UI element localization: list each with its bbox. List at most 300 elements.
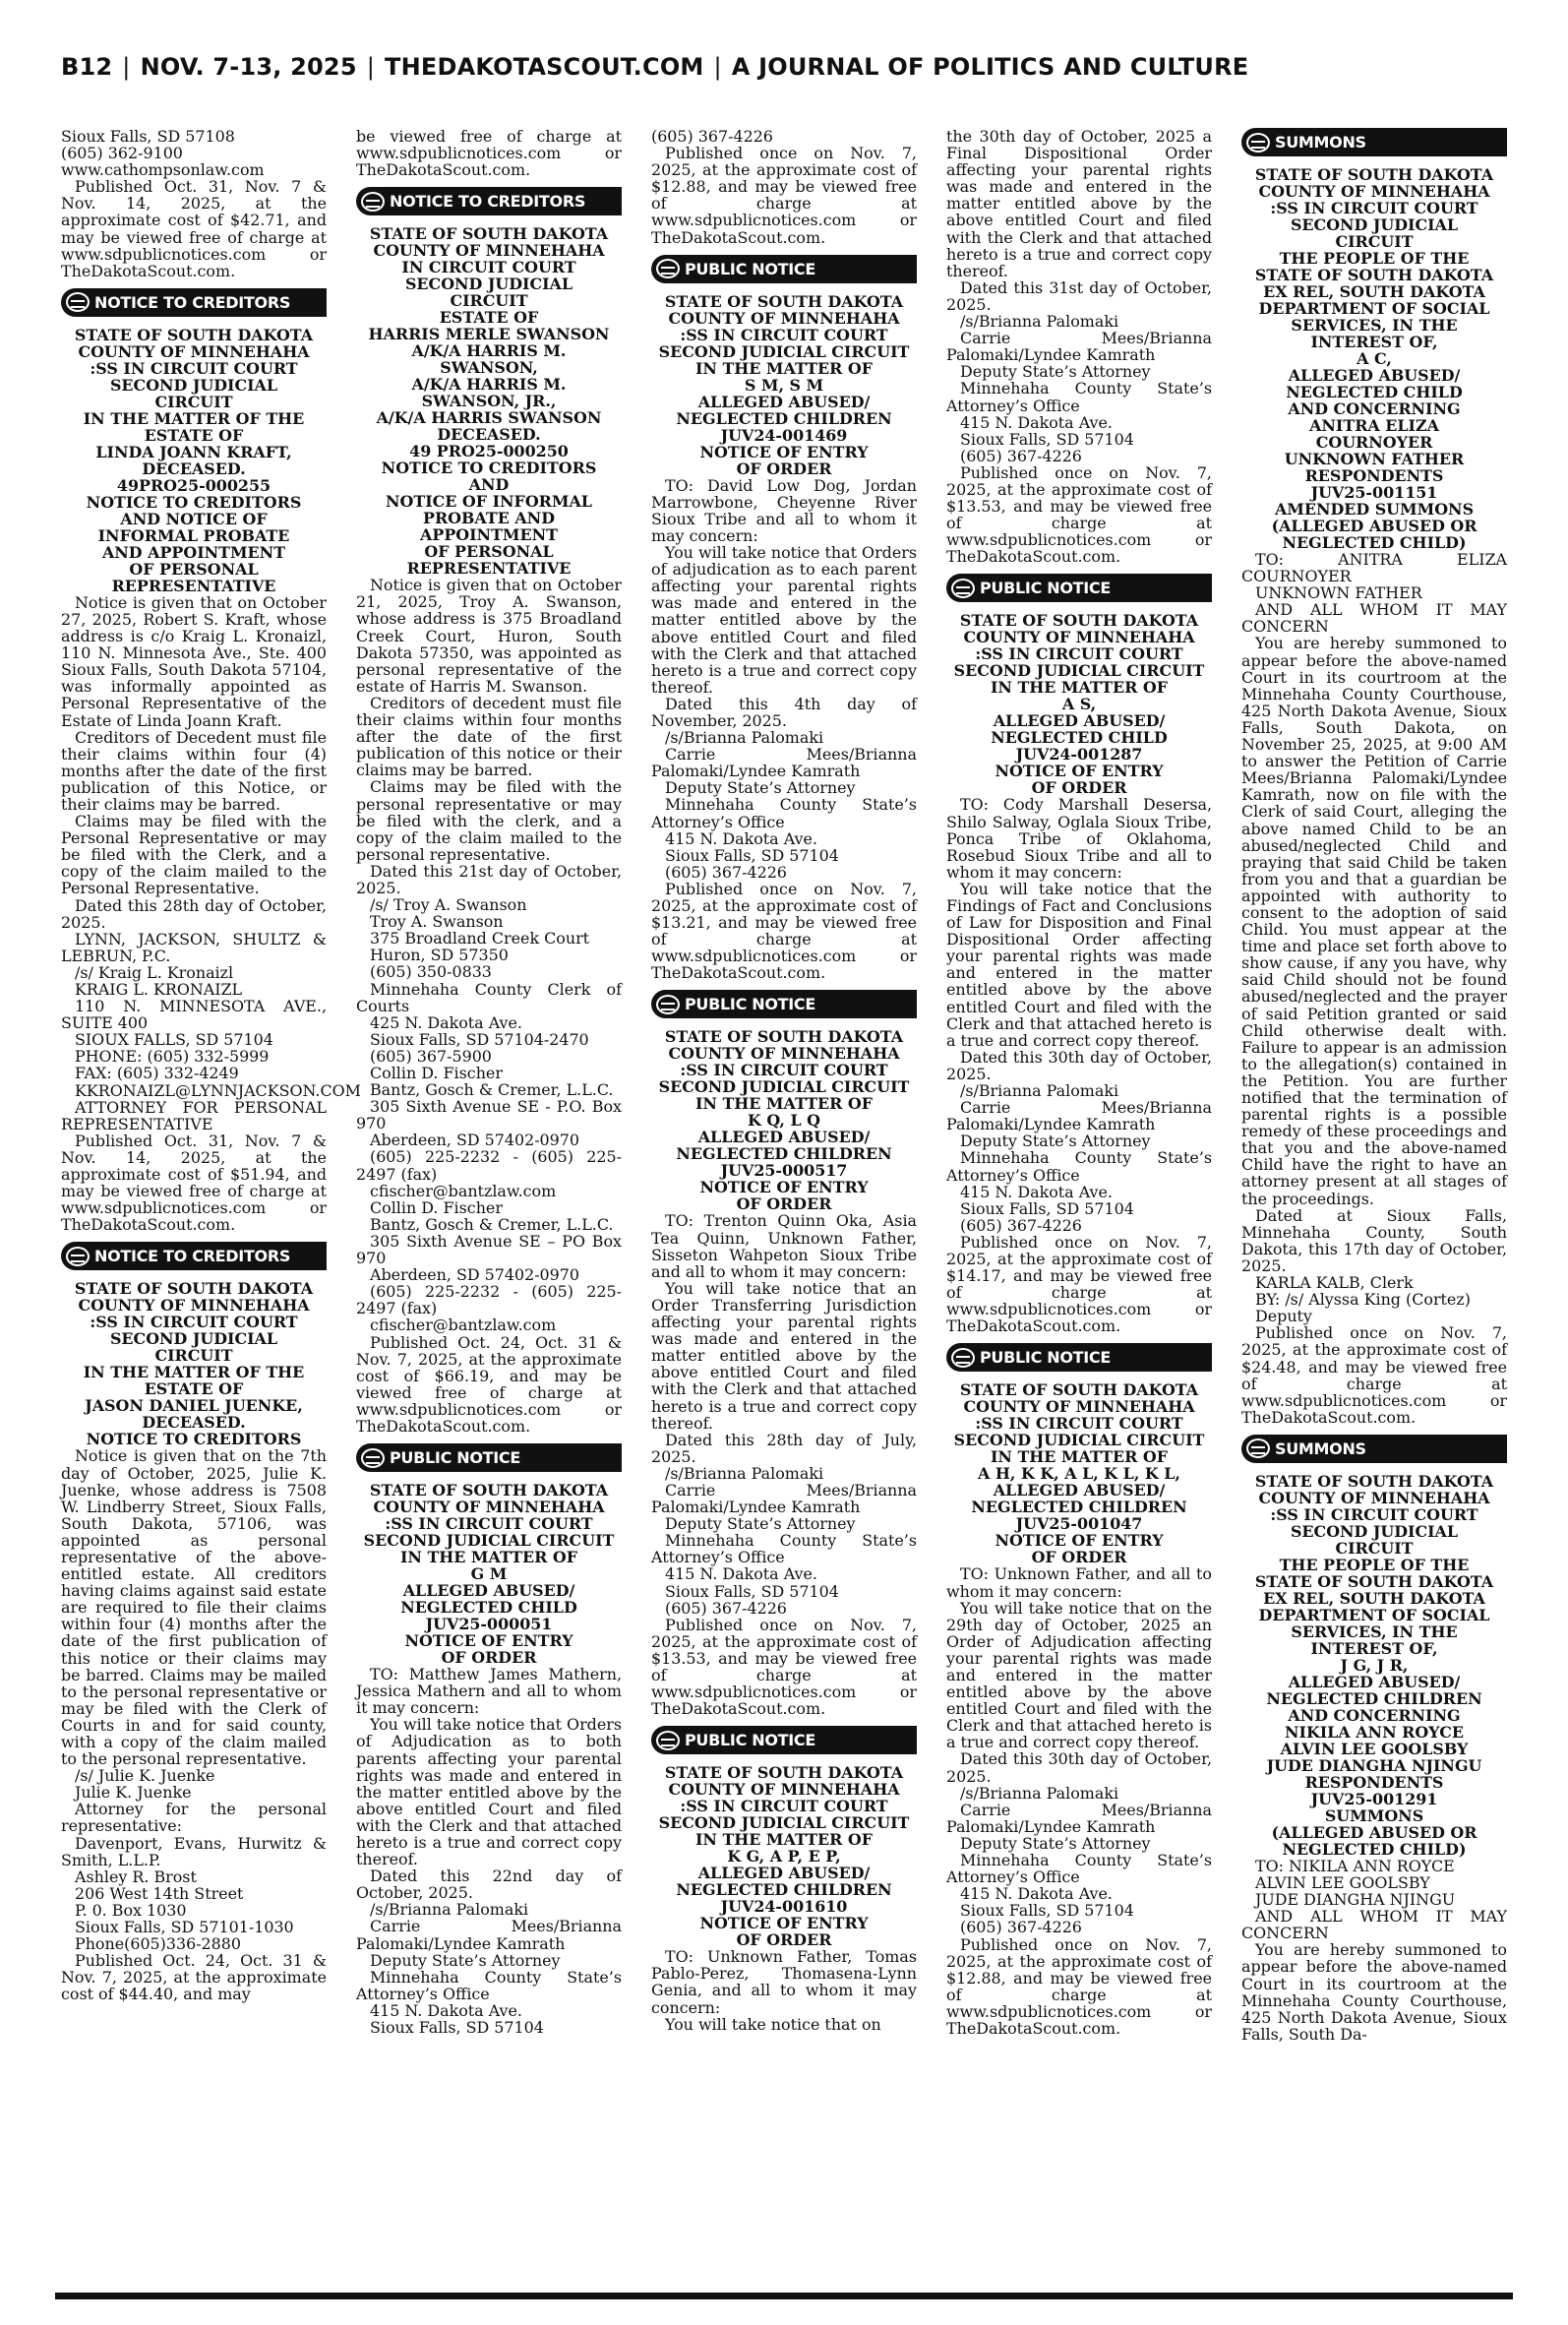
notice-paragraph: Minnehaha County State’s Attorney’s Office bbox=[651, 1531, 917, 1567]
notice-paragraph: Published once on Nov. 7, 2025, at the approximate cost of $13.53, and may be viewed free of charge at www.sdpublicnotices.com or TheDakotaScout.com. bbox=[651, 1615, 917, 1719]
section-banner bbox=[1241, 128, 1507, 156]
banner-label: PUBLIC NOTICE bbox=[980, 579, 1112, 598]
notice-paragraph: Carrie Mees/Brianna Palomaki/Lyndee Kamrath bbox=[946, 1098, 1212, 1134]
notice-paragraph: Deputy State’s Attorney bbox=[960, 362, 1151, 382]
notice-heading: NEGLECTED CHILD) bbox=[1282, 1839, 1467, 1859]
notice-heading: NEGLECTED CHILD bbox=[991, 728, 1168, 748]
notice-heading: SERVICES, IN THE bbox=[1291, 316, 1458, 335]
notice-heading: CIRCUIT bbox=[154, 1346, 233, 1366]
notice-paragraph: /s/Brianna Palomaki bbox=[665, 1463, 824, 1483]
notice-heading: SECOND JUDICIAL bbox=[1290, 215, 1459, 234]
scout-logo-icon bbox=[356, 187, 390, 215]
notice-heading: A C, bbox=[1357, 349, 1392, 368]
notice-heading: ALLEGED ABUSED/ bbox=[697, 1128, 871, 1147]
continued-text: be viewed free of charge at www.sdpublicnotices.com or TheDakotaScout.com. bbox=[356, 127, 622, 180]
notice-heading: STATE OF SOUTH DAKOTA bbox=[74, 1279, 314, 1299]
notice-paragraph: KRAIG L. KRONAIZL bbox=[75, 980, 243, 999]
page-header bbox=[61, 47, 1248, 87]
notice-paragraph: You will take notice that Orders of Adjudication as to both parents affecting your parental rights was made and entered in the matter entitled above by the above entitled Court and filed with the Clerk and that attached hereto is a true and correct copy thereof. bbox=[356, 1715, 622, 1869]
notice-columns bbox=[61, 128, 1507, 2289]
scout-logo-icon bbox=[651, 990, 685, 1018]
notice-heading: NOTICE TO CREDITORS bbox=[381, 459, 597, 478]
notice-paragraph: Minnehaha County State’s Attorney’s Office bbox=[651, 795, 917, 831]
notice-heading: REPRESENTATIVE bbox=[111, 576, 276, 595]
notice-heading: STATE OF SOUTH DAKOTA bbox=[664, 1027, 904, 1047]
notice-paragraph: 110 N. MINNESOTA AVE., SUITE 400 bbox=[61, 997, 327, 1033]
notice-heading: NOTICE OF ENTRY bbox=[699, 1914, 869, 1933]
notice-heading: ALVIN LEE GOOLSBY bbox=[1280, 1739, 1469, 1758]
notice-paragraph: KKRONAIZL@LYNNJACKSON.COM bbox=[75, 1080, 361, 1100]
notice-paragraph: Dated this 22nd day of October, 2025. bbox=[356, 1866, 622, 1903]
notice-heading: PROBATE AND bbox=[423, 509, 555, 528]
notice-heading: JUV25-001291 bbox=[1310, 1789, 1438, 1808]
notice-paragraph: PHONE: (605) 332-5999 bbox=[75, 1047, 270, 1067]
notice-heading: IN CIRCUIT COURT bbox=[401, 258, 576, 277]
notice-paragraph: Carrie Mees/Brianna Palomaki/Lyndee Kamrath bbox=[946, 1800, 1212, 1836]
continued-text: (605) 367-4226 bbox=[651, 127, 773, 146]
notice-heading: HARRIS MERLE SWANSON bbox=[368, 325, 610, 344]
notice-heading: CIRCUIT bbox=[154, 392, 233, 411]
notice-heading: A/K/A HARRIS M. bbox=[411, 341, 567, 361]
banner-label: PUBLIC NOTICE bbox=[685, 995, 816, 1014]
notice-heading: A/K/A HARRIS SWANSON bbox=[376, 408, 602, 428]
notice-paragraph: JUDE DIANGHA NJINGU bbox=[1255, 1890, 1456, 1910]
notice-heading: JUV24-001287 bbox=[1015, 745, 1143, 765]
notice-heading: DECEASED. bbox=[142, 1413, 246, 1433]
notice-paragraph: /s/ Troy A. Swanson bbox=[370, 895, 527, 915]
banner-label: SUMMONS bbox=[1275, 1438, 1366, 1458]
notice-paragraph: Sioux Falls, SD 57101-1030 bbox=[75, 1918, 294, 1937]
notice-paragraph: TO: Unknown Father, Tomas Pablo-Perez, Thomasena-Lynn Genia, and all to whom it may concern: bbox=[651, 1947, 917, 2017]
notice-heading: JUV24-001610 bbox=[720, 1897, 848, 1917]
banner-label: NOTICE TO CREDITORS bbox=[390, 192, 586, 212]
notice-paragraph: Collin D. Fischer bbox=[370, 1064, 503, 1082]
notice-heading: COUNTY OF MINNEHAHA bbox=[373, 1498, 605, 1517]
notice-paragraph: Dated this 31st day of October, 2025. bbox=[946, 277, 1212, 314]
continued-text: www.cathompsonlaw.com bbox=[61, 160, 265, 180]
notice-paragraph: cfischer@bantzlaw.com bbox=[370, 1181, 557, 1200]
notice-heading: JUV24-001469 bbox=[720, 425, 848, 445]
notice-paragraph: Claims may be filed with the Personal Representative or may be filed with the Clerk, and a copy of the claim mailed to the Personal Representative. bbox=[61, 812, 327, 898]
notice-heading: :SS IN CIRCUIT COURT bbox=[385, 1514, 593, 1534]
notice-paragraph: Davenport, Evans, Hurwitz & Smith, L.L.P. bbox=[61, 1833, 327, 1869]
scout-logo-icon bbox=[61, 1242, 94, 1270]
notice-heading: JUV25-001151 bbox=[1310, 483, 1438, 502]
notice-heading: AND CONCERNING bbox=[1288, 1705, 1461, 1725]
notice-heading: EX REL, SOUTH DAKOTA bbox=[1263, 1588, 1485, 1608]
site-name: THEDAKOTASCOUT.COM bbox=[385, 53, 704, 81]
notice-heading: DECEASED. bbox=[437, 425, 541, 445]
notice-heading: NOTICE OF ENTRY bbox=[699, 1178, 869, 1197]
notice-heading: OF ORDER bbox=[736, 459, 832, 478]
notice-paragraph: Dated at Sioux Falls, Minnehaha County, South Dakota, this 17th day of October, 2025. bbox=[1241, 1205, 1507, 1275]
notice-heading: ALLEGED ABUSED/ bbox=[1288, 366, 1461, 385]
notice-paragraph: KARLA KALB, Clerk bbox=[1255, 1273, 1414, 1293]
notice-heading: STATE OF SOUTH DAKOTA bbox=[74, 325, 314, 344]
notice-heading: NOTICE OF ENTRY bbox=[995, 1531, 1164, 1551]
notice-heading: JUV25-000517 bbox=[720, 1161, 848, 1181]
notice-heading: (ALLEGED ABUSED OR bbox=[1271, 1822, 1478, 1842]
notice-paragraph: Notice is given that on October 27, 2025, Robert S. Kraft, whose address is c/o Kraig L. Kronaizl, 110 N. Minnesota Ave., Ste. 400 Sioux Falls, South Dakota 57104, was informally appointed as Personal Representative of the Estate of Linda Joann Kraft. bbox=[61, 592, 327, 730]
notice-paragraph: You are hereby summoned to appear before the above-named Court in its courtroom at the Minnehaha County Courthouse, 425 North Dakota Avenue, Sioux Falls, South Da- bbox=[1241, 1940, 1507, 2044]
notice-heading: STATE OF SOUTH DAKOTA bbox=[1254, 1471, 1494, 1491]
notice-paragraph: 305 Sixth Avenue SE – PO Box 970 bbox=[356, 1231, 622, 1268]
notice-paragraph: 415 N. Dakota Ave. bbox=[960, 412, 1113, 432]
notice-paragraph: 425 N. Dakota Ave. bbox=[370, 1012, 522, 1032]
notice-paragraph: TO: Unknown Father, and all to whom it may concern: bbox=[946, 1564, 1212, 1601]
scout-logo-icon bbox=[356, 1443, 390, 1472]
section-banner bbox=[946, 1343, 1212, 1372]
notice-paragraph: You are hereby summoned to appear before the above-named Court in its courtroom at the Minnehaha County Courthouse, 425 North Dakota Avenue, Sioux Falls, South Dakota, on November 25, 2025, at 9:00 AM to answer the Petition of Carrie Mees/Brianna Palomaki/Lyndee Kamrath, now on file with the Clerk of said Court, alleging the above named Child to be an abused/neglected Child and praying that said Child be taken from you and that a guardian be appointed with authority to consent to the adoption of said Child. You must appear at the time and place set forth above to show cause, if any you have, why said Child should not be found abused/neglected and the prayer of said Petition granted or said Child otherwise dealt with. Failure to appear is an admission to the allegation(s) contained in the Petition. You are further notified that the termination of parental rights is a possible remedy of these proceedings and that you and the above-named Child have the right to have an attorney present at all stages of the proceedings. bbox=[1241, 634, 1507, 1208]
notice-paragraph: Published Oct. 31, Nov. 7 & Nov. 14, 2025, at the approximate cost of $42.71, and may be viewed free of charge at www.sdpublicnotices.com or TheDakotaScout.com. bbox=[61, 177, 327, 280]
notice-heading: 49 PRO25-000250 bbox=[409, 442, 569, 461]
notice-heading: K Q, L Q bbox=[747, 1111, 820, 1131]
notice-paragraph: Published once on Nov. 7, 2025, at the approximate cost of $13.21, and may be viewed free of charge at www.sdpublicnotices.com or TheDakotaScout.com. bbox=[651, 879, 917, 983]
column-3 bbox=[651, 128, 917, 2289]
footer-rule bbox=[55, 2293, 1513, 2299]
banner-label: PUBLIC NOTICE bbox=[390, 1448, 521, 1468]
notice-heading: :SS IN CIRCUIT COURT bbox=[90, 358, 298, 378]
notice-paragraph: AND ALL WHOM IT MAY CONCERN bbox=[1241, 600, 1507, 637]
notice-heading: SECOND JUDICIAL CIRCUIT bbox=[658, 1077, 910, 1097]
notice-paragraph: cfischer@bantzlaw.com bbox=[370, 1315, 557, 1335]
notice-heading: SECOND JUDICIAL CIRCUIT bbox=[953, 1431, 1205, 1450]
notice-paragraph: Carrie Mees/Brianna Palomaki/Lyndee Kamrath bbox=[651, 1480, 917, 1517]
notice-paragraph: Dated this 30th day of October, 2025. bbox=[946, 1047, 1212, 1083]
notice-paragraph: 415 N. Dakota Ave. bbox=[370, 2000, 522, 2020]
notice-paragraph: (605) 367-4226 bbox=[960, 446, 1082, 465]
notice-heading: ALLEGED ABUSED/ bbox=[697, 392, 871, 411]
notice-paragraph: /s/ Julie K. Juenke bbox=[75, 1766, 215, 1786]
notice-heading: ALLEGED ABUSED/ bbox=[993, 1481, 1166, 1500]
notice-paragraph: TO: David Low Dog, Jordan Marrowbone, Cheyenne River Sioux Tribe and all to whom it may concern: bbox=[651, 475, 917, 545]
notice-heading: STATE OF SOUTH DAKOTA bbox=[664, 1763, 904, 1783]
notice-heading: SWANSON, bbox=[440, 358, 538, 378]
notice-paragraph: Published once on Nov. 7, 2025, at the approximate cost of $14.17, and may be viewed free of charge at www.sdpublicnotices.com or TheDakotaScout.com. bbox=[946, 1232, 1212, 1336]
notice-heading: STATE OF SOUTH DAKOTA bbox=[369, 224, 609, 244]
notice-heading: IN THE MATTER OF bbox=[694, 1094, 874, 1114]
notice-heading: OF ORDER bbox=[1031, 778, 1127, 798]
section-banner bbox=[651, 1726, 917, 1754]
notice-paragraph: ALVIN LEE GOOLSBY bbox=[1255, 1872, 1430, 1892]
notice-heading: EX REL, SOUTH DAKOTA bbox=[1263, 282, 1485, 301]
notice-heading: IN THE MATTER OF THE bbox=[83, 408, 305, 428]
notice-heading: NOTICE OF ENTRY bbox=[995, 762, 1164, 781]
notice-heading: A H, K K, A L, K L, K L, bbox=[978, 1464, 1180, 1484]
column-1 bbox=[61, 127, 361, 2289]
notice-paragraph: P. 0. Box 1030 bbox=[75, 1900, 187, 1920]
banner-label: NOTICE TO CREDITORS bbox=[94, 1247, 291, 1266]
notice-heading: DEPARTMENT OF SOCIAL bbox=[1258, 299, 1490, 318]
notice-paragraph: /s/Brianna Palomaki bbox=[960, 1783, 1119, 1803]
notice-paragraph: UNKNOWN FATHER bbox=[1255, 583, 1422, 603]
notice-heading: G M bbox=[470, 1564, 508, 1584]
notice-heading: JUV25-000051 bbox=[425, 1615, 553, 1634]
notice-paragraph: Deputy bbox=[1255, 1307, 1312, 1326]
notice-heading: :SS IN CIRCUIT COURT bbox=[975, 1414, 1183, 1434]
notice-paragraph: Creditors of decedent must file their claims within four months after the date of the first publication of this notice or their claims may be barred. bbox=[356, 693, 622, 780]
notice-paragraph: Dated this 28th day of October, 2025. bbox=[61, 895, 327, 932]
notice-paragraph: You will take notice that an Order Transferring Jurisdiction affecting your parental rights was made and entered in the matter entitled above by the above entitled Court and filed with the Clerk and that attached hereto is a true and correct copy thereof. bbox=[651, 1278, 917, 1433]
notice-heading: COUNTY OF MINNEHAHA bbox=[963, 1397, 1195, 1417]
notice-paragraph: You will take notice that on bbox=[665, 2014, 881, 2034]
section-banner bbox=[356, 1443, 622, 1472]
notice-paragraph: Deputy State’s Attorney bbox=[665, 1514, 856, 1534]
notice-heading: ANITRA ELIZA bbox=[1309, 416, 1439, 435]
notice-heading: A S, bbox=[1061, 695, 1097, 714]
page-number: B12 bbox=[61, 53, 113, 81]
notice-paragraph: ATTORNEY FOR PERSONAL REPRESENTATIVE bbox=[61, 1097, 327, 1133]
notice-paragraph: Notice is given that on the 7th day of October, 2025, Julie K. Juenke, whose address is 7508 W. Lindberry Street, Sioux Falls, South Dakota, 57106, was appointed as personal representative of the above-entitled estate. All creditors having claims against said estate are required to file their claims within four (4) months after the date of the first publication of this notice or their claims may be barred. Claims may be mailed to the personal representative or may be filed with the Clerk of Courts in and for said county, with a copy of the claim mailed to the personal representative. bbox=[61, 1446, 327, 1769]
scout-logo-icon bbox=[61, 288, 94, 317]
notice-heading: IN THE MATTER OF bbox=[694, 358, 874, 378]
notice-paragraph: /s/Brianna Palomaki bbox=[665, 728, 824, 748]
notice-heading: OF ORDER bbox=[736, 1930, 832, 1950]
notice-paragraph: /s/Brianna Palomaki bbox=[960, 1081, 1119, 1101]
notice-heading: UNKNOWN FATHER bbox=[1284, 450, 1465, 468]
notice-heading: NEGLECTED CHILD bbox=[400, 1598, 577, 1618]
notice-heading: COUNTY OF MINNEHAHA bbox=[668, 308, 900, 328]
notice-heading: CIRCUIT bbox=[1335, 232, 1414, 251]
notice-paragraph: Carrie Mees/Brianna Palomaki/Lyndee Kamrath bbox=[651, 745, 917, 781]
notice-heading: NEGLECTED CHILD bbox=[1286, 383, 1463, 401]
notice-heading: 49PRO25-000255 bbox=[116, 475, 271, 495]
notice-paragraph: (605) 350-0833 bbox=[370, 962, 492, 982]
notice-heading: :SS IN CIRCUIT COURT bbox=[680, 325, 888, 344]
notice-heading: OF ORDER bbox=[441, 1648, 537, 1668]
section-banner bbox=[61, 288, 327, 317]
notice-paragraph: Dated this 30th day of October, 2025. bbox=[946, 1749, 1212, 1786]
scout-logo-icon bbox=[1241, 128, 1275, 156]
notice-paragraph: Attorney for the personal representative: bbox=[61, 1800, 327, 1836]
notice-heading: AND NOTICE OF bbox=[120, 509, 268, 528]
notice-paragraph: You will take notice that Orders of adjudication as to each parent affecting your parental rights was made and entered in the matter entitled above by the above entitled Court and filed with the Clerk and that attached hereto is a true and correct copy thereof. bbox=[651, 543, 917, 697]
notice-paragraph: Julie K. Juenke bbox=[75, 1783, 192, 1803]
notice-heading: SWANSON, JR., bbox=[421, 392, 557, 411]
notice-paragraph: Creditors of Decedent must file their claims within four (4) months after the date of the first publication of this Notice, or their claims may be barred. bbox=[61, 727, 327, 814]
notice-paragraph: Aberdeen, SD 57402-0970 bbox=[370, 1265, 580, 1285]
notice-paragraph: Minnehaha County State’s Attorney’s Office bbox=[356, 1967, 622, 2003]
notice-heading: J G, J R, bbox=[1340, 1655, 1409, 1675]
notice-heading: SECOND JUDICIAL CIRCUIT bbox=[363, 1531, 615, 1551]
notice-heading: NOTICE TO CREDITORS bbox=[86, 1430, 302, 1449]
notice-heading: IN THE MATTER OF bbox=[694, 1830, 874, 1850]
header-separator: | bbox=[366, 53, 376, 81]
notice-heading: DECEASED. bbox=[142, 459, 246, 478]
banner-label: PUBLIC NOTICE bbox=[980, 1348, 1112, 1368]
notice-heading: COUNTY OF MINNEHAHA bbox=[1258, 1488, 1490, 1507]
section-banner bbox=[1241, 1435, 1507, 1463]
continued-text: (605) 362-9100 bbox=[61, 144, 183, 163]
notice-heading: COUNTY OF MINNEHAHA bbox=[668, 1044, 900, 1064]
notice-paragraph: Sioux Falls, SD 57104-2470 bbox=[370, 1029, 589, 1049]
notice-paragraph: Sioux Falls, SD 57104 bbox=[665, 845, 839, 865]
scout-logo-icon bbox=[651, 255, 685, 283]
notice-paragraph: (605) 225-2232 - (605) 225-2497 (fax) bbox=[356, 1147, 622, 1184]
notice-heading: ALLEGED ABUSED/ bbox=[402, 1581, 575, 1601]
notice-heading: COUNTY OF MINNEHAHA bbox=[963, 628, 1195, 647]
notice-paragraph: LYNN, JACKSON, SHULTZ & LEBRUN, P.C. bbox=[61, 929, 327, 965]
issue-date: NOV. 7-13, 2025 bbox=[140, 53, 357, 81]
notice-heading: JASON DANIEL JUENKE, bbox=[85, 1396, 303, 1416]
header-separator: | bbox=[122, 53, 131, 81]
section-banner bbox=[946, 574, 1212, 602]
notice-paragraph: Minnehaha County State’s Attorney’s Office bbox=[946, 1148, 1212, 1185]
notice-paragraph: Huron, SD 57350 bbox=[370, 946, 509, 965]
notice-heading: NOTICE OF ENTRY bbox=[404, 1631, 573, 1651]
notice-heading: OF PERSONAL bbox=[129, 559, 259, 579]
notice-heading: :SS IN CIRCUIT COURT bbox=[680, 1061, 888, 1080]
tagline: A JOURNAL OF POLITICS AND CULTURE bbox=[731, 53, 1249, 81]
notice-heading: NEGLECTED CHILDREN bbox=[1266, 1688, 1482, 1708]
notice-paragraph: 415 N. Dakota Ave. bbox=[665, 828, 817, 848]
notice-paragraph: Deputy State’s Attorney bbox=[960, 1833, 1151, 1853]
notice-heading: JUDE DIANGHA NJINGU bbox=[1266, 1755, 1482, 1775]
notice-heading: A/K/A HARRIS M. bbox=[411, 375, 567, 395]
notice-heading: OF ORDER bbox=[1031, 1548, 1127, 1567]
notice-heading: COUNTY OF MINNEHAHA bbox=[668, 1780, 900, 1800]
notice-heading: SERVICES, IN THE bbox=[1291, 1621, 1458, 1641]
notice-heading: SECOND JUDICIAL bbox=[1290, 1521, 1459, 1541]
notice-heading: NEGLECTED CHILDREN bbox=[676, 1880, 892, 1900]
notice-heading: :SS IN CIRCUIT COURT bbox=[90, 1313, 298, 1332]
notice-heading: NOTICE OF ENTRY bbox=[699, 442, 869, 461]
notice-paragraph: Carrie Mees/Brianna Palomaki/Lyndee Kamrath bbox=[356, 1917, 622, 1953]
notice-heading: SECOND JUDICIAL CIRCUIT bbox=[953, 661, 1205, 681]
notice-heading: COUNTY OF MINNEHAHA bbox=[373, 241, 605, 261]
scout-logo-icon bbox=[651, 1726, 685, 1754]
notice-heading: SECOND JUDICIAL CIRCUIT bbox=[658, 1813, 910, 1833]
banner-label: SUMMONS bbox=[1275, 132, 1366, 152]
notice-paragraph: Published Oct. 31, Nov. 7 & Nov. 14, 2025, at the approximate cost of $51.94, and may be viewed free of charge at www.sdpublicnotices.com or TheDakotaScout.com. bbox=[61, 1131, 327, 1235]
notice-paragraph: Sioux Falls, SD 57104 bbox=[960, 1198, 1134, 1218]
notice-heading: AND bbox=[468, 475, 510, 495]
notice-heading: OF PERSONAL bbox=[424, 542, 554, 562]
notice-paragraph: You will take notice that the Findings of Fact and Conclusions of Law for Disposition and Final Dispositional Order affecting your parental rights was made and entered in the matter entitled above by the above entitled Court and filed with the Clerk and that attached hereto is a true and correct copy thereof. bbox=[946, 879, 1212, 1050]
continued-text: the 30th day of October, 2025 a Final Dispositional Order affecting your parental rights was made and entered in the matter entitled above by the above entitled Court and filed with the Clerk and that attached hereto is a true and correct copy thereof. bbox=[946, 127, 1212, 280]
notice-heading: RESPONDENTS bbox=[1304, 466, 1444, 485]
notice-heading: NOTICE TO CREDITORS bbox=[86, 492, 302, 512]
notice-paragraph: Published Oct. 24, Oct. 31 & Nov. 7, 2025, at the approximate cost of $66.19, and may be viewed free of charge at www.sdpublicnotices.com or TheDakotaScout.com. bbox=[356, 1332, 622, 1436]
notice-heading: IN THE MATTER OF bbox=[990, 1447, 1169, 1467]
notice-heading: STATE OF SOUTH DAKOTA bbox=[959, 1380, 1199, 1400]
notice-heading: NOTICE OF INFORMAL bbox=[386, 492, 592, 512]
notice-paragraph: 375 Broadland Creek Court bbox=[370, 929, 590, 948]
section-banner bbox=[61, 1242, 327, 1270]
notice-paragraph: Bantz, Gosch & Cremer, L.L.C. bbox=[370, 1080, 614, 1100]
notice-heading: SECOND JUDICIAL bbox=[109, 375, 278, 395]
notice-paragraph: Troy A. Swanson bbox=[370, 912, 504, 932]
notice-heading: ESTATE OF bbox=[439, 308, 539, 328]
notice-paragraph: Minnehaha County Clerk of Courts bbox=[356, 979, 622, 1015]
notice-paragraph: (605) 367-4226 bbox=[960, 1918, 1082, 1937]
notice-paragraph: Dated this 21st day of October, 2025. bbox=[356, 861, 622, 897]
notice-heading: S M, S M bbox=[744, 375, 824, 395]
notice-paragraph: Dated this 28th day of July, 2025. bbox=[651, 1430, 917, 1466]
notice-paragraph: Published Oct. 24, Oct. 31 & Nov. 7, 2025, at the approximate cost of $44.40, and may bbox=[61, 1951, 327, 2004]
notice-heading: COUNTY OF MINNEHAHA bbox=[78, 341, 310, 361]
notice-heading: NEGLECTED CHILD) bbox=[1282, 533, 1467, 552]
notice-paragraph: Published once on Nov. 7, 2025, at the approximate cost of $12.88, and may be viewed free of charge at www.sdpublicnotices.com or TheDakotaScout.com. bbox=[651, 144, 917, 247]
notice-paragraph: Aberdeen, SD 57402-0970 bbox=[370, 1131, 580, 1150]
notice-paragraph: Notice is given that on October 21, 2025, Troy A. Swanson, whose address is 375 Broadland Creek Court, Huron, South Dakota 57350, was appointed as personal representative of the estate of Harris M. Swanson. bbox=[356, 576, 622, 696]
notice-heading: INTEREST OF, bbox=[1310, 1638, 1438, 1658]
notice-paragraph: Deputy State’s Attorney bbox=[665, 778, 856, 798]
notice-paragraph: Published once on Nov. 7, 2025, at the approximate cost of $13.53, and may be viewed free of charge at www.sdpublicnotices.com or TheDakotaScout.com. bbox=[946, 462, 1212, 567]
notice-paragraph: Sioux Falls, SD 57104 bbox=[960, 1901, 1134, 1921]
notice-paragraph: Claims may be filed with the personal representative or may be filed with the clerk, and a copy of the claim mailed to the personal representative. bbox=[356, 777, 622, 864]
notice-paragraph: Bantz, Gosch & Cremer, L.L.C. bbox=[370, 1214, 614, 1234]
notice-heading: :SS IN CIRCUIT COURT bbox=[680, 1797, 888, 1816]
scout-logo-icon bbox=[1241, 1435, 1275, 1463]
column-2 bbox=[356, 128, 622, 2289]
continued-text: Sioux Falls, SD 57108 bbox=[61, 127, 235, 146]
notice-paragraph: (605) 367-4226 bbox=[665, 862, 787, 882]
notice-heading: NIKILA ANN ROYCE bbox=[1284, 1722, 1465, 1742]
notice-paragraph: /s/Brianna Palomaki bbox=[960, 312, 1119, 332]
notice-heading: :SS IN CIRCUIT COURT bbox=[1270, 1504, 1478, 1524]
notice-heading: :SS IN CIRCUIT COURT bbox=[1270, 199, 1478, 217]
notice-paragraph: Phone(605)336-2880 bbox=[75, 1934, 242, 1954]
notice-paragraph: Sioux Falls, SD 57104 bbox=[370, 2018, 544, 2038]
notice-heading: IN THE MATTER OF bbox=[990, 678, 1169, 698]
notice-heading: SECOND JUDICIAL CIRCUIT bbox=[658, 341, 910, 361]
notice-paragraph: Deputy State’s Attorney bbox=[960, 1132, 1151, 1151]
notice-heading: SUMMONS bbox=[1324, 1805, 1424, 1825]
notice-heading: ESTATE OF bbox=[144, 1379, 244, 1399]
notice-heading: STATE OF SOUTH DAKOTA bbox=[1254, 165, 1494, 184]
notice-paragraph: Published once on Nov. 7, 2025, at the approximate cost of $12.88, and may be viewed free of charge at www.sdpublicnotices.com or TheDakotaScout.com. bbox=[946, 1934, 1212, 2038]
notice-paragraph: FAX: (605) 332-4249 bbox=[75, 1064, 239, 1083]
banner-label: PUBLIC NOTICE bbox=[685, 1731, 816, 1750]
section-banner bbox=[356, 187, 622, 215]
notice-heading: NEGLECTED CHILDREN bbox=[676, 1144, 892, 1164]
notice-heading: COURNOYER bbox=[1315, 433, 1433, 452]
notice-heading: INFORMAL PROBATE bbox=[97, 525, 290, 545]
notice-paragraph: 415 N. Dakota Ave. bbox=[960, 1884, 1113, 1904]
notice-heading: AND CONCERNING bbox=[1288, 399, 1461, 418]
notice-heading: STATE OF SOUTH DAKOTA bbox=[369, 1481, 609, 1500]
notice-paragraph: Dated this 4th day of November, 2025. bbox=[651, 694, 917, 730]
scout-logo-icon bbox=[946, 574, 980, 602]
notice-heading: THE PEOPLE OF THE bbox=[1279, 249, 1470, 268]
notice-paragraph: /s/ Kraig L. Kronaizl bbox=[75, 962, 234, 982]
section-banner bbox=[651, 255, 917, 283]
notice-heading: SECOND JUDICIAL bbox=[109, 1329, 278, 1349]
notice-heading: ALLEGED ABUSED/ bbox=[1288, 1672, 1461, 1691]
notice-paragraph: Collin D. Fischer bbox=[370, 1197, 503, 1217]
scout-logo-icon bbox=[946, 1343, 980, 1372]
notice-heading: IN THE MATTER OF bbox=[399, 1548, 578, 1567]
notice-heading: AMENDED SUMMONS bbox=[1274, 500, 1475, 519]
notice-paragraph: 206 West 14th Street bbox=[75, 1883, 244, 1903]
notice-paragraph: BY: /s/ Alyssa King (Cortez) bbox=[1255, 1290, 1471, 1310]
notice-paragraph: /s/Brianna Palomaki bbox=[370, 1900, 529, 1920]
notice-heading: AND APPOINTMENT bbox=[101, 542, 286, 562]
banner-label: PUBLIC NOTICE bbox=[685, 259, 816, 278]
notice-heading: IN THE MATTER OF THE bbox=[83, 1363, 305, 1382]
notice-paragraph: Ashley R. Brost bbox=[75, 1866, 197, 1886]
notice-paragraph: TO: NIKILA ANN ROYCE bbox=[1255, 1856, 1455, 1875]
notice-paragraph: Sioux Falls, SD 57104 bbox=[665, 1581, 839, 1601]
notice-heading: RESPONDENTS bbox=[1304, 1772, 1444, 1792]
notice-paragraph: (605) 367-4226 bbox=[960, 1215, 1082, 1235]
notice-paragraph: Deputy State’s Attorney bbox=[370, 1950, 561, 1970]
notice-paragraph: TO: Cody Marshall Desersa, Shilo Salway, Oglala Sioux Tribe, Ponca Tribe of Oklahoma, Rosebud Sioux Tribe and all to whom it may concern: bbox=[946, 795, 1212, 882]
notice-paragraph: (605) 367-4226 bbox=[665, 1598, 787, 1618]
notice-paragraph: You will take notice that on the 29th day of October, 2025 an Order of Adjudication affecting your parental rights was made and entered in the matter entitled above by the above entitled Court and filed with the Clerk and that attached hereto is a true and correct copy thereof. bbox=[946, 1598, 1212, 1752]
notice-heading: LINDA JOANN KRAFT, bbox=[95, 442, 292, 461]
